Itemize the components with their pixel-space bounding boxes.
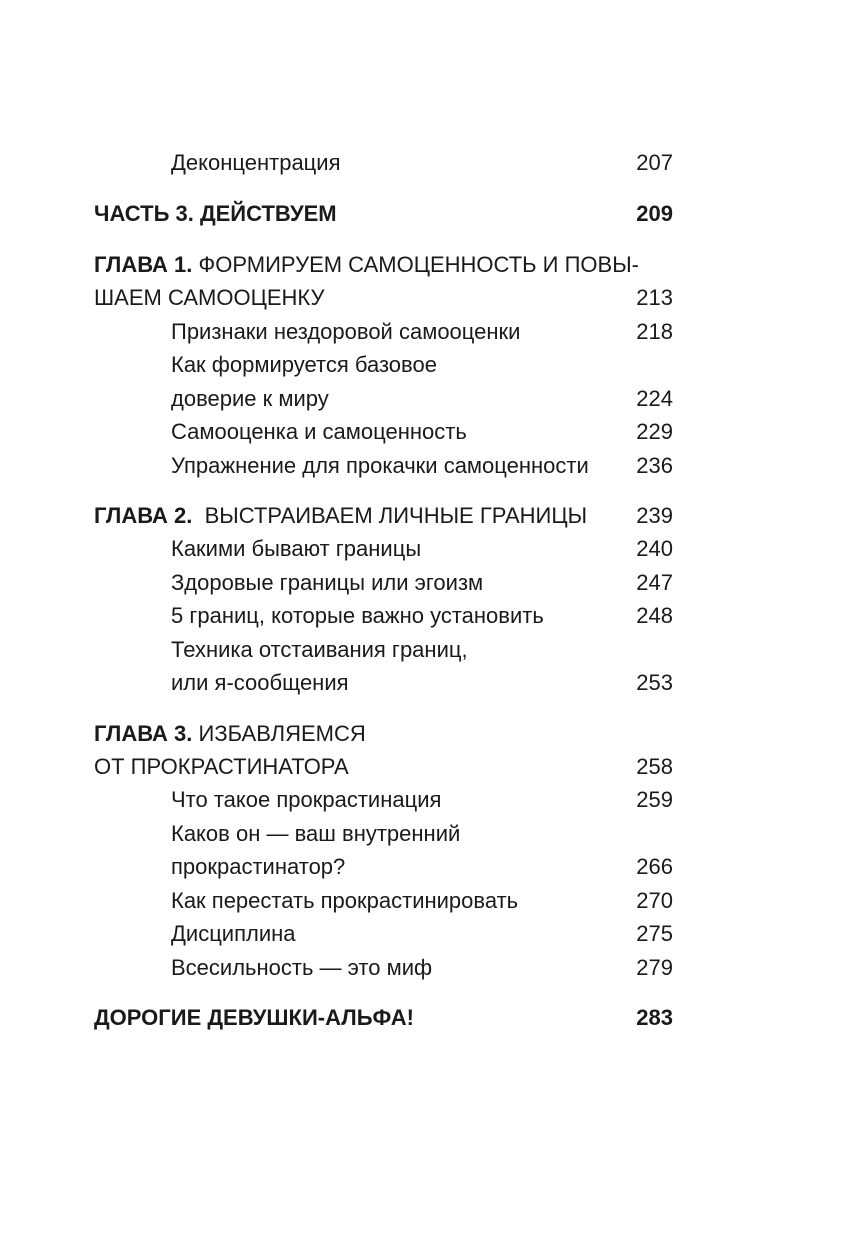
- entry-page: 229: [636, 419, 673, 444]
- chapter-label: ГЛАВА 3.: [94, 721, 193, 746]
- part-page: 209: [636, 201, 673, 226]
- entry-title: 5 границ, которые важно установить: [171, 603, 544, 628]
- entry-page: 253: [636, 670, 673, 695]
- entry-page: 236: [636, 453, 673, 478]
- toc-part-heading[interactable]: [94, 199, 673, 229]
- chapter-label: ГЛАВА 1.: [94, 252, 193, 277]
- toc-chapter-heading[interactable]: [94, 250, 673, 280]
- entry-title: Признаки нездоровой самооценки: [171, 319, 521, 344]
- toc-entry[interactable]: [171, 919, 673, 949]
- toc-entry[interactable]: [171, 635, 673, 665]
- entry-title: Как формируется базовое: [171, 352, 437, 377]
- chapter-page: 239: [636, 503, 673, 528]
- entry-title: прокрастинатор?: [171, 854, 346, 879]
- toc-entry[interactable]: [171, 148, 673, 178]
- entry-page: 279: [636, 955, 673, 980]
- entry-title: Всесильность — это миф: [171, 955, 433, 980]
- toc-entry[interactable]: [171, 819, 673, 849]
- entry-title: или я-сообщения: [171, 670, 349, 695]
- final-title: ДОРОГИЕ ДЕВУШКИ-АЛЬФА!: [94, 1005, 414, 1030]
- toc-entry[interactable]: [171, 384, 673, 414]
- part-title: ЧАСТЬ 3. ДЕЙСТВУЕМ: [94, 201, 337, 226]
- chapter-title: ОТ ПРОКРАСТИНАТОРА: [94, 754, 349, 779]
- toc-chapter-heading[interactable]: [94, 719, 673, 749]
- chapter-title: ИЗБАВЛЯЕМСЯ: [192, 721, 366, 746]
- toc-entry[interactable]: [171, 568, 673, 598]
- entry-page: 266: [636, 854, 673, 879]
- toc-entry[interactable]: [171, 317, 673, 347]
- entry-title: Деконцентрация: [171, 150, 341, 175]
- entry-page: 247: [636, 570, 673, 595]
- final-page: 283: [636, 1005, 673, 1030]
- entry-page: 218: [636, 319, 673, 344]
- chapter-title: ВЫСТРАИВАЕМ ЛИЧНЫЕ ГРАНИЦЫ: [192, 503, 588, 528]
- entry-title: Упражнение для прокачки самоценности: [171, 453, 589, 478]
- chapter-label: ГЛАВА 2.: [94, 503, 193, 528]
- entry-page: 207: [636, 150, 673, 175]
- toc-chapter-heading[interactable]: [94, 501, 673, 531]
- entry-title: Техника отстаивания границ,: [171, 637, 468, 662]
- entry-page: 248: [636, 603, 673, 628]
- toc-entry[interactable]: [171, 668, 673, 698]
- entry-page: 240: [636, 536, 673, 561]
- chapter-page: 258: [636, 754, 673, 779]
- toc-entry[interactable]: [171, 953, 673, 983]
- entry-page: 275: [636, 921, 673, 946]
- toc-entry[interactable]: [171, 350, 673, 380]
- entry-page: 270: [636, 888, 673, 913]
- toc-entry[interactable]: [171, 601, 673, 631]
- toc-entry[interactable]: [171, 785, 673, 815]
- toc-final-heading[interactable]: [94, 1003, 673, 1033]
- toc-entry[interactable]: [171, 534, 673, 564]
- entry-title: Каков он — ваш внутренний: [171, 821, 461, 846]
- entry-title: Как перестать прокрастинировать: [171, 888, 519, 913]
- entry-title: Дисциплина: [171, 921, 296, 946]
- entry-page: 224: [636, 386, 673, 411]
- toc-entry[interactable]: [171, 417, 673, 447]
- chapter-title: ШАЕМ САМООЦЕНКУ: [94, 285, 325, 310]
- toc-entry[interactable]: [171, 852, 673, 882]
- entry-title: Здоровые границы или эгоизм: [171, 570, 484, 595]
- toc-entry[interactable]: [171, 451, 673, 481]
- entry-title: Какими бывают границы: [171, 536, 422, 561]
- toc-chapter-heading-cont[interactable]: [94, 283, 673, 313]
- chapter-page: 213: [636, 285, 673, 310]
- entry-page: 259: [636, 787, 673, 812]
- toc-entry[interactable]: [171, 886, 673, 916]
- chapter-title: ФОРМИРУЕМ САМОЦЕННОСТЬ И ПОВЫ-: [192, 252, 640, 277]
- entry-title: Самооценка и самоценность: [171, 419, 467, 444]
- entry-title: Что такое прокрастинация: [171, 787, 442, 812]
- entry-title: доверие к миру: [171, 386, 329, 411]
- toc-chapter-heading-cont[interactable]: [94, 752, 673, 782]
